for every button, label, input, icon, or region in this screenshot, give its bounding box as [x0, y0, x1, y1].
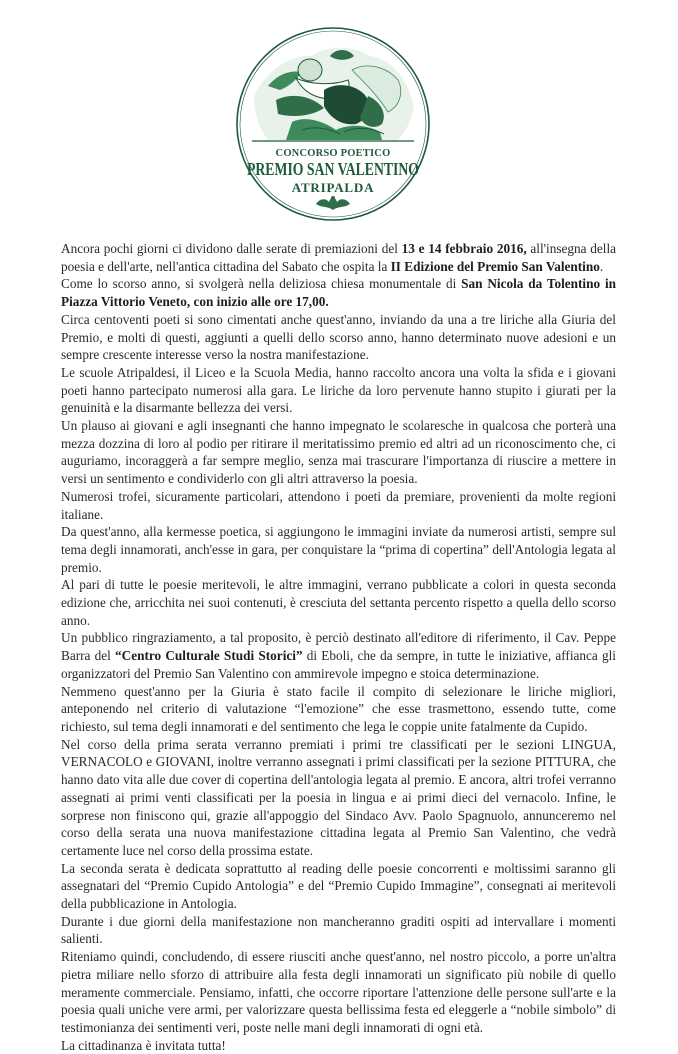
bold-text: 13 e 14 febbraio 2016,	[401, 241, 527, 256]
text-run: Le scuole Atripaldesi, il Liceo e la Scuola Media, hanno raccolto ancora una volta la sfida e i giovani poeti hanno partecipato numerosi alla gara. Le liriche da loro pervenute hanno stupito i giurati per la genuinità e la disarmante bellezza dei versi.	[61, 364, 616, 416]
bold-text: “Centro Culturale Studi Storici”	[115, 648, 303, 664]
text-run: Durante i due giorni della manifestazione non mancheranno graditi ospiti ad intervallare i momenti salienti.	[61, 913, 616, 947]
text-run: all'insegna della poesia e dell'arte, nell'antica cittadina del Sabato che ospita la	[61, 241, 617, 274]
contest-logo	[232, 26, 434, 222]
text-run: Nel corso della prima serata verranno premiati i primi tre classificati per le sezioni LINGUA, VERNACOLO e GIOVANI, inoltre verranno assegnati i primi classificati per la sezione PITTURA, che hanno dato vita alle due cover di copertina dell'antologia legata al premio. E ancora, altri trofei verranno assegnati ai primi venti classificati per la poesia in lingua e ai primi dieci del vernacolo. Infine, le sorprese non finiscono qui, grazie all'appoggio del Sindaco Avv. Paolo Spagnuolo, annunceremo nel corso della serata una nuova manifestazione cittadina legata al Premio San Valentino, che vedrà certamente luce nel corso della prossima estate.	[61, 736, 616, 858]
text-run: Al pari di tutte le poesie meritevoli, le altre immagini, verrano pubblicate a colori in questa seconda edizione che, arricchita nei suoi contenuti, è cresciuta del settanta percento rispetto a quella dello scorso anno.	[61, 577, 616, 628]
logo-seal	[232, 26, 434, 222]
paragraph	[61, 364, 616, 417]
text-run: Riteniamo quindi, concludendo, di essere riusciti anche quest'anno, nel nostro piccolo, a porre un'altra pietra miliare nello sforzo di attribuire alla festa degli innamorati un significato più nobile di quello meramente commerciale. Pensiamo, infatti, che occorre riportare l'attenzione delle persone sull'arte e la poesia quali uniche vere armi, per valorizzare questa bellissima festa ed eleggerle a “nobile simbolo” di testimonianza dei sentimenti veri, poste nelle mani degli innamorati di ogni età.	[61, 949, 616, 1035]
text-run: Da quest'anno, alla kermesse poetica, si aggiungono le immagini inviate da numerosi artisti, sempre sul tema degli innamorati, anch'esse in gara, per conquistare la “prima di copertina” dell'Antologia legata al premio.	[61, 524, 616, 575]
logo-line-concorso: CONCORSO POETICO	[275, 148, 391, 159]
press-release-body	[61, 240, 616, 1054]
paragraph	[61, 576, 616, 629]
text-run: Nemmeno quest'anno per la Giuria è stato facile il compito di selezionare le liriche migliori, anteponendo nel criterio di valutazione “l'emozione” che esse trasmettono, essendo tutte, come richiesto, sul tema degli innamorati e del sentimento che lega le coppie unite fatalmente da Cupido.	[61, 683, 616, 734]
paragraph	[61, 948, 616, 1037]
paragraph	[61, 736, 616, 860]
text-run: Numerosi trofei, sicuramente particolari, attendono i poeti da premiare, provenienti da molte regioni italiane.	[61, 488, 616, 522]
text-run: La cittadinanza è invitata tutta!	[61, 1037, 226, 1053]
logo-line-premio: PREMIO SAN VALENTINO	[247, 159, 419, 179]
text-run: .	[599, 258, 604, 274]
paragraph	[61, 913, 616, 948]
text-run: Circa centoventi poeti si sono cimentati anche quest'anno, inviando da una a tre liriche alla Giuria del Premio, e molti di questi, aggiunti a quelli dello scorso anno, hanno determinato nuove adesioni e un sempre crescente interesse verso la nostra manifestazione.	[61, 311, 616, 363]
paragraph	[61, 488, 616, 523]
text-run: La seconda serata è dedicata soprattutto al reading delle poesie concorrenti e moltissimi saranno gli assegnatari del “Premio Cupido Antologia” e del “Premio Cupido Immagine”, consegnati ai meritevoli della pubblicazione in Antologia.	[61, 860, 616, 912]
bold-text: San Nicola da Tolentino in Piazza Vittorio Veneto, con inizio alle ore 17,00.	[61, 276, 616, 310]
paragraph	[61, 275, 616, 310]
paragraph	[61, 683, 616, 736]
paragraph	[61, 240, 616, 275]
bold-text: II Edizione del Premio San Valentino	[390, 258, 600, 274]
text-run: Un pubblico ringraziamento, a tal proposito, è perciò destinato all'editore di riferimento, il Cav. Peppe Barra del	[61, 630, 616, 664]
paragraph	[61, 523, 616, 576]
text-run: Ancora pochi giorni ci dividono dalle serate di premiazioni del	[61, 241, 402, 256]
logo-line-atripalda: ATRIPALDA	[291, 180, 375, 195]
paragraph	[61, 1037, 616, 1054]
text-run: Un plauso ai giovani e agli insegnanti che hanno impegnato le scolaresche in qualcosa che porterà una mezza dozzina di loro al podio per ritirare il meritatissimo premio ed altri ad un riconoscimento che, ci auguriamo, incoraggerà a far sempre meglio, senza mai trascurare l'importanza di riuscire a mettere in versi un sentimento e condividerlo con gli altri attraverso la poesia.	[61, 418, 616, 487]
paragraph	[61, 417, 616, 488]
paragraph	[61, 860, 616, 913]
paragraph	[61, 311, 616, 364]
text-run: Come lo scorso anno, si svolgerà nella deliziosa chiesa monumentale di	[61, 276, 462, 292]
text-run: di Eboli, che da sempre, in tutte le iniziative, affianca gli organizzatori del Premio San Valentino con ammirevole impegno e stoica determinazione.	[61, 648, 616, 681]
paragraph	[61, 629, 616, 682]
